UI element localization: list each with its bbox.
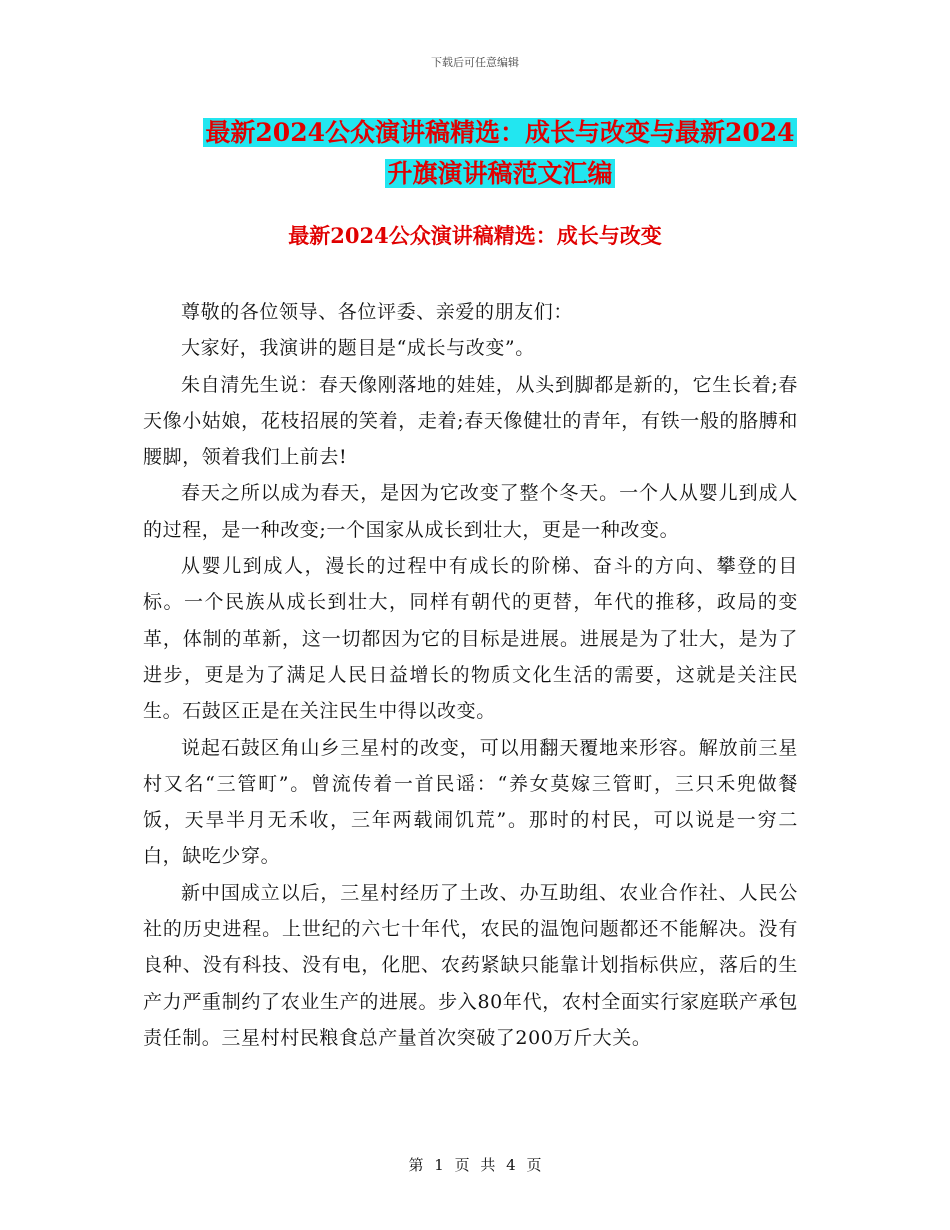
paragraph: 朱自清先生说：春天像刚落地的娃娃，从头到脚都是新的，它生长着;春天像小姑娘，花枝招展的笑着，走着;春天像健壮的青年，有铁一般的胳膊和腰脚，领着我们上前去! xyxy=(143,373,798,469)
paragraph: 说起石鼓区角山乡三星村的改变，可以用翻天覆地来形容。解放前三星村又名“三管町”。曾流传着一首民谣：“养女莫嫁三管町，三只禾兜做餐饭，天旱半月无禾收，三年两载闹饥荒”。那时的村民，可以说是一穷二白，缺吃少穿。 xyxy=(143,736,798,868)
paragraph: 新中国成立以后，三星村经历了土改、办互助组、农业合作社、人民公社的历史进程。上世纪的六七十年代，农民的温饱问题都还不能解决。没有良种、没有科技、没有电，化肥、农药紧缺只能靠计划指标供应，落后的生产力严重制约了农业生产的进展。步入80年代，农村全面实行家庭联产承包责任制。三星村村民粮食总产量首次突破了200万斤大关。 xyxy=(143,881,798,1049)
paragraph: 从婴儿到成人，漫长的过程中有成长的阶梯、奋斗的方向、攀登的目标。一个民族从成长到壮大，同样有朝代的更替，年代的推移，政局的变革，体制的革新，这一切都因为它的目标是进展。进展是为了壮大，是为了进步，更是为了满足人民日益增长的物质文化生活的需要，这就是关注民生。石鼓区正是在关注民生中得以改变。 xyxy=(143,555,798,723)
main-title-line-1: 最新2024公众演讲稿精选：成长与改变与最新2024 xyxy=(205,118,795,147)
main-title xyxy=(140,112,860,194)
paragraph: 尊敬的各位领导、各位评委、亲爱的朋友们： xyxy=(181,301,574,323)
section-title: 最新2024公众演讲稿精选：成长与改变 xyxy=(288,223,662,248)
page-footer: 第 1 页 共 4 页 xyxy=(408,1156,542,1174)
body-text xyxy=(143,294,798,1056)
paragraph: 春天之所以成为春天，是因为它改变了整个冬天。一个人从婴儿到成人的过程，是一种改变;一个国家从成长到壮大，更是一种改变。 xyxy=(143,482,798,541)
header-note: 下载后可任意编辑 xyxy=(431,56,519,69)
paragraph: 大家好，我演讲的题目是“成长与改变”。 xyxy=(181,337,535,360)
main-title-line-2: 升旗演讲稿范文汇编 xyxy=(387,159,613,188)
